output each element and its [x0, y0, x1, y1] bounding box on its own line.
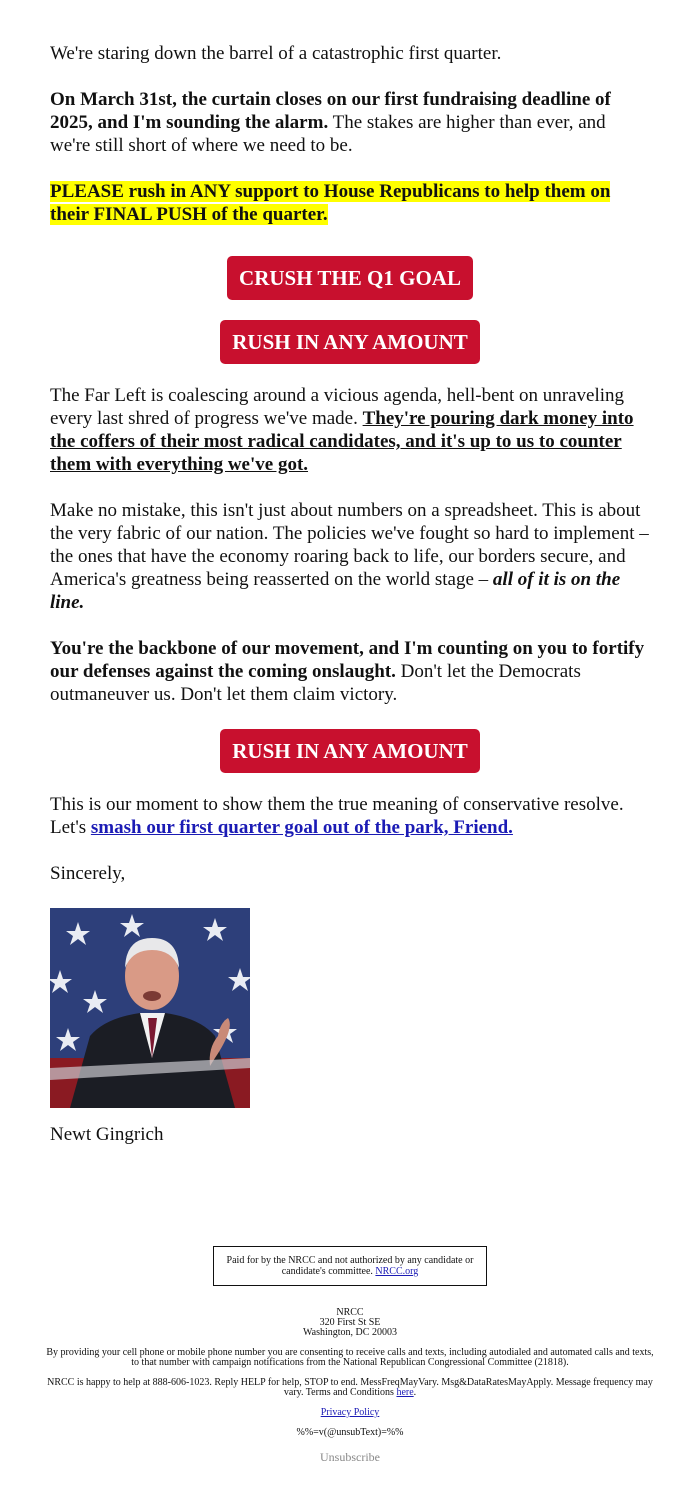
footer-consent: By providing your cell phone or mobile phone number you are consenting to receive calls and texts, including autodialed and automated calls and texts, to that number with campaign notifications from the National Republican Congressional Committee (21818).	[46, 1347, 654, 1368]
paragraph-backbone	[50, 637, 650, 706]
dark-money-text: They're pouring dark money into the coffers of their most radical candidates, and it's up to us to counter them with everything we've got.	[50, 408, 634, 475]
paragraph-far-left	[50, 384, 650, 476]
footer-help-end: .	[413, 1387, 417, 1398]
highlighted-plea: PLEASE rush in ANY support to House Republicans to help them on their FINAL PUSH of the quarter.	[50, 181, 611, 225]
footer-org: NRCC	[336, 1307, 364, 1318]
on-the-line-text: all of it is on the line.	[50, 569, 621, 613]
paid-for-disclaimer	[213, 1246, 487, 1286]
footer	[46, 1307, 654, 1464]
signature-name: Newt Gingrich	[50, 1124, 164, 1145]
button-row-rush-2	[50, 729, 650, 773]
deadline-text: The stakes are higher than ever, and we're still short of where we need to be.	[50, 112, 606, 156]
closing-text: Sincerely,	[50, 863, 126, 884]
button-row-rush-1	[50, 320, 650, 364]
email-body	[46, 0, 654, 1464]
backbone-text: Don't let the Democrats outmaneuver us. Don't let them claim victory.	[50, 661, 581, 705]
rush-amount-button[interactable]: RUSH IN ANY AMOUNT	[220, 320, 480, 364]
privacy-policy-link[interactable]: Privacy Policy	[320, 1407, 380, 1418]
crush-goal-button[interactable]: CRUSH THE Q1 GOAL	[227, 256, 473, 300]
paragraph-stakes	[50, 499, 650, 614]
unsubscribe-link[interactable]: Unsubscribe	[320, 1450, 380, 1464]
footer-help-text: NRCC is happy to help at 888-606-1023. Reply HELP for help, STOP to end. MessFreqMayVary. Msg&DataRatesMayApply. Message frequency may vary. Terms and Conditions	[47, 1377, 653, 1398]
newt-gingrich-photo	[50, 908, 250, 1108]
paragraph-deadline	[50, 88, 650, 157]
paragraph-opening: We're staring down the barrel of a catastrophic first quarter.	[50, 43, 502, 64]
backbone-bold-text: You're the backbone of our movement, and I'm counting on you to fortify our defenses against the coming onslaught.	[50, 638, 645, 682]
smash-goal-link[interactable]: smash our first quarter goal out of the park, Friend.	[90, 817, 513, 838]
footer-help	[45, 1378, 655, 1398]
disclaimer-text: Paid for by the NRCC and not authorized by any candidate or candidate's committee.	[226, 1255, 474, 1277]
footer-privacy	[50, 1408, 650, 1418]
footer-address-line-2: Washington, DC 20003	[303, 1327, 397, 1338]
terms-here-link[interactable]: here	[396, 1387, 414, 1398]
deadline-bold-text: On March 31st, the curtain closes on our first fundraising deadline of 2025, and I'm sounding the alarm.	[50, 89, 611, 133]
button-row-crush	[50, 249, 650, 300]
paragraph-moment	[50, 793, 650, 839]
footer-address-line-1: 320 First St SE	[319, 1317, 381, 1328]
far-left-text: The Far Left is coalescing around a vicious agenda, hell-bent on unraveling every last shred of progress we've made.	[50, 385, 625, 429]
paragraph-plea	[50, 180, 650, 226]
footer-address	[50, 1308, 650, 1338]
moment-text: This is our moment to show them the true meaning of conservative resolve. Let's	[50, 794, 624, 838]
rush-amount-button-2[interactable]: RUSH IN ANY AMOUNT	[220, 729, 480, 773]
footer-merge-tag: %%=v(@unsubText)=%%	[296, 1427, 404, 1438]
stakes-text: Make no mistake, this isn't just about numbers on a spreadsheet. This is about the very fabric of our nation. The policies we've fought so hard to implement – the ones that have the economy roaring back to life, our borders secure, and America's greatness being reasserted on the world stage –	[50, 500, 649, 590]
nrcc-org-link[interactable]: NRCC.org	[375, 1266, 419, 1277]
